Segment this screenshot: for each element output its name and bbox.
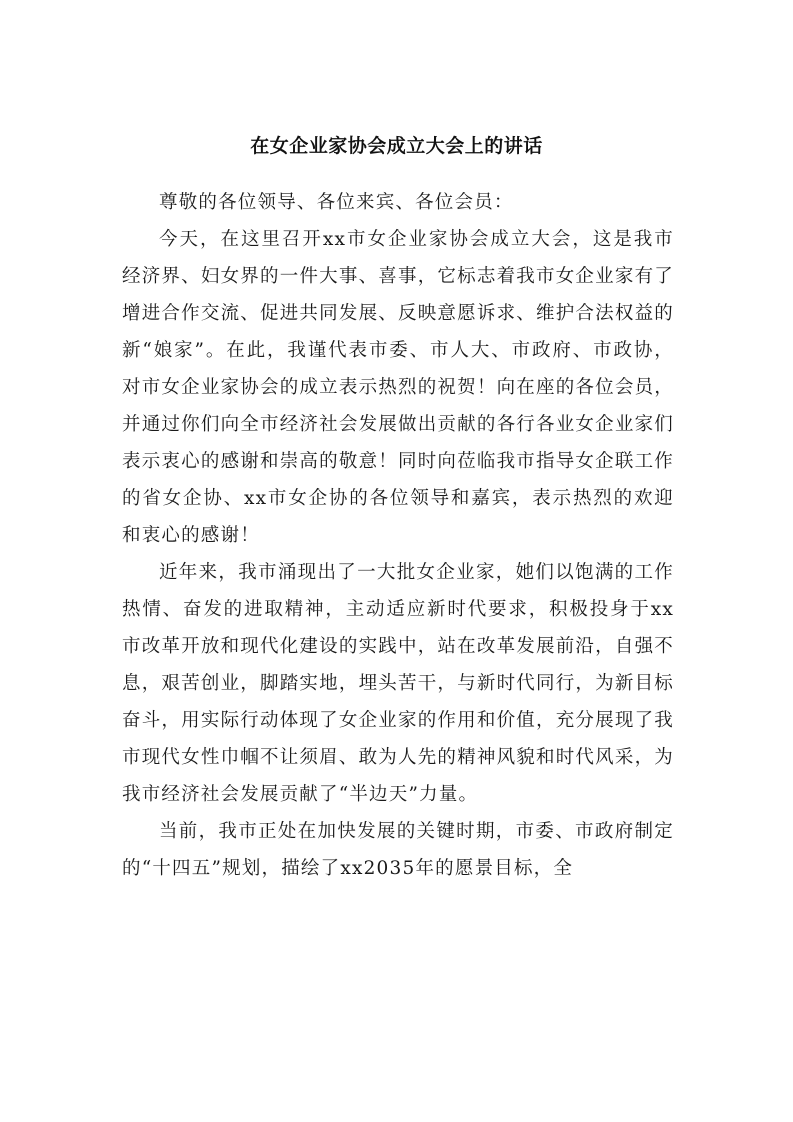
- greeting-line: 尊敬的各位领导、各位来宾、各位会员：: [159, 192, 514, 213]
- paragraph-achievements: 近年来，我市涌现出了一大批女企业家，她们以饱满的工作热情、奋发的进取精神，主动适应新时代要求，积极投身于xx市改革开放和现代化建设的实践中，站在改革发展前沿，自强不息，艰苦创业，脚踏实地，埋头苦干，与新时代同行，为新目标奋斗，用实际行动体现了女企业家的作用和价值，充分展现了我市现代女性巾帼不让须眉、敢为人先的精神风貌和时代风采，为我市经济社会发展贡献了“半边天”力量。: [122, 562, 674, 805]
- paragraph-opening: 今天，在这里召开xx市女企业家协会成立大会，这是我市经济界、妇女界的一件大事、喜事，它标志着我市女企业家有了增进合作交流、促进共同发展、反映意愿诉求、维护合法权益的新“娘家”。在此，我谨代表市委、市人大、市政府、市政协，对市女企业家协会的成立表示热烈的祝贺！向在座的各位会员，并通过你们向全市经济社会发展做出贡献的各行各业女企业家们表示衷心的感谢和崇高的敬意！同时向莅临我市指导女企联工作的省女企协、xx市女企协的各位领导和嘉宾，表示热烈的欢迎和衷心的感谢！: [122, 229, 674, 546]
- document-body: [122, 184, 674, 887]
- paragraph-current-period: 当前，我市正处在加快发展的关键时期，市委、市政府制定的“十四五”规划，描绘了xx2035年的愿景目标，全: [122, 821, 674, 879]
- document-title: 在女企业家协会成立大会上的讲话: [250, 135, 543, 157]
